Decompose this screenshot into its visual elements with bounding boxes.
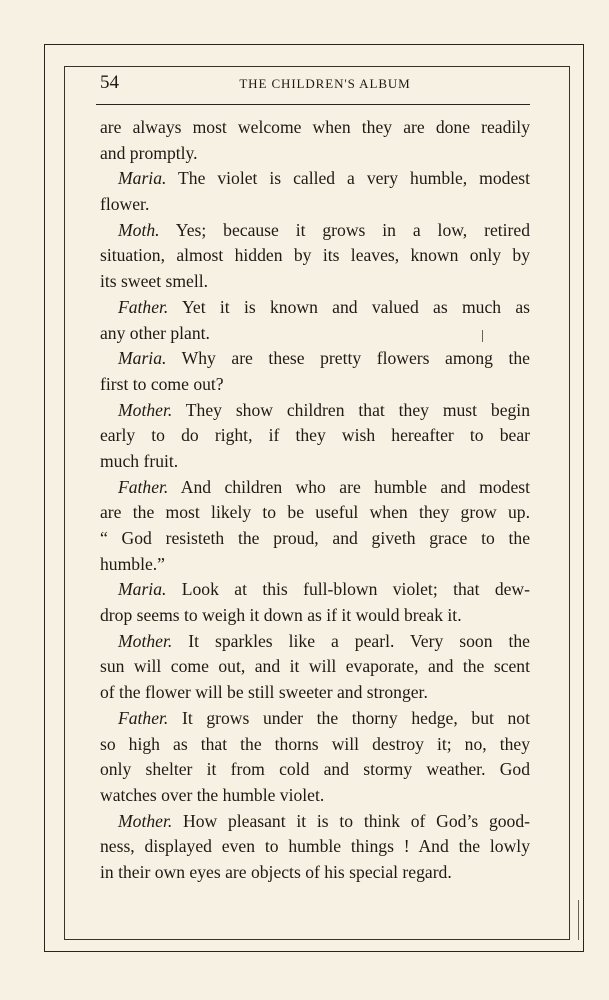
line-text: any other plant. — [100, 322, 210, 343]
text-line — [100, 141, 530, 167]
line-text: in their own eyes are objects of his special regard. — [100, 861, 452, 882]
speaker-name: Moth. — [118, 219, 160, 240]
running-title: THE CHILDREN'S ALBUM — [239, 76, 411, 91]
speaker-name: Maria. — [118, 168, 167, 189]
text-line — [100, 860, 530, 886]
text-line — [100, 398, 530, 424]
text-line — [100, 757, 530, 783]
line-text: so high as that the thorns will destroy it; no, they — [100, 733, 530, 754]
text-line — [100, 526, 530, 552]
text-line — [100, 629, 530, 655]
text-line — [100, 192, 530, 218]
line-text: are the most likely to be useful when they grow up. — [100, 502, 530, 523]
line-text: Look at this full-blown violet; that dew- — [166, 579, 530, 600]
text-line — [100, 654, 530, 680]
line-text: They show children that they must begin — [172, 399, 530, 420]
line-text: first to come out? — [100, 373, 224, 394]
speaker-name: Maria. — [118, 348, 167, 369]
speaker-name: Father. — [118, 296, 169, 317]
margin-mark — [482, 330, 483, 342]
text-line — [100, 706, 530, 732]
line-text: Yet it is known and valued as much as — [168, 296, 530, 317]
line-text: It grows under the thorny hedge, but not — [168, 707, 530, 728]
text-line — [100, 783, 530, 809]
text-line — [100, 809, 530, 835]
line-text: situation, almost hidden by its leaves, known only by — [100, 245, 530, 266]
text-line — [100, 346, 530, 372]
text-line — [100, 269, 530, 295]
text-line — [100, 500, 530, 526]
text-line — [100, 372, 530, 398]
margin-mark — [578, 900, 579, 940]
text-line — [100, 680, 530, 706]
text-line — [100, 423, 530, 449]
line-text: only shelter it from cold and stormy weather. God — [100, 759, 530, 780]
body-text — [100, 115, 530, 886]
speaker-name: Maria. — [118, 579, 167, 600]
text-line — [100, 577, 530, 603]
speaker-name: Father. — [118, 707, 169, 728]
line-text: “ God resisteth the proud, and giveth grace to the — [100, 528, 530, 548]
line-text: ness, displayed even to humble things ! And the lowly — [100, 836, 530, 857]
line-text: The violet is called a very humble, modest — [166, 168, 530, 189]
line-text: much fruit. — [100, 450, 179, 471]
text-line — [100, 321, 530, 347]
line-text: Why are these pretty flowers among the — [166, 348, 530, 369]
speaker-name: Mother. — [118, 399, 173, 420]
text-line — [100, 449, 530, 475]
line-text: How pleasant it is to think of God’s good- — [172, 810, 530, 831]
text-line — [100, 243, 530, 269]
line-text: and promptly. — [100, 142, 198, 163]
text-line — [100, 834, 530, 860]
line-text: It sparkles like a pearl. Very soon the — [172, 630, 530, 651]
text-line — [100, 552, 530, 578]
line-text: of the flower will be still sweeter and stronger. — [100, 682, 428, 703]
line-text: watches over the humble violet. — [100, 784, 325, 805]
line-text: early to do right, if they wish hereafter to bear — [100, 425, 530, 446]
speaker-name: Mother. — [118, 630, 173, 651]
text-line — [100, 115, 530, 141]
line-text: drop seems to weigh it down as if it would break it. — [100, 605, 462, 626]
line-text: flower. — [100, 194, 150, 215]
line-text: And children who are humble and modest — [168, 476, 530, 497]
text-line — [100, 166, 530, 192]
text-line — [100, 295, 530, 321]
text-line — [100, 218, 530, 244]
line-text: sun will come out, and it will evaporate, and the scent — [100, 656, 530, 677]
text-line — [100, 475, 530, 501]
line-text: humble.” — [100, 553, 165, 574]
speaker-name: Mother. — [118, 810, 173, 831]
page-number: 54 — [100, 72, 119, 93]
header-rule — [96, 104, 530, 105]
text-line — [100, 732, 530, 758]
line-text: Yes; because it grows in a low, retired — [159, 219, 530, 240]
line-text: are always most welcome when they are done readily — [100, 117, 530, 137]
page-header — [100, 72, 530, 98]
text-line — [100, 603, 530, 629]
line-text: its sweet smell. — [100, 271, 208, 292]
speaker-name: Father. — [118, 476, 169, 497]
